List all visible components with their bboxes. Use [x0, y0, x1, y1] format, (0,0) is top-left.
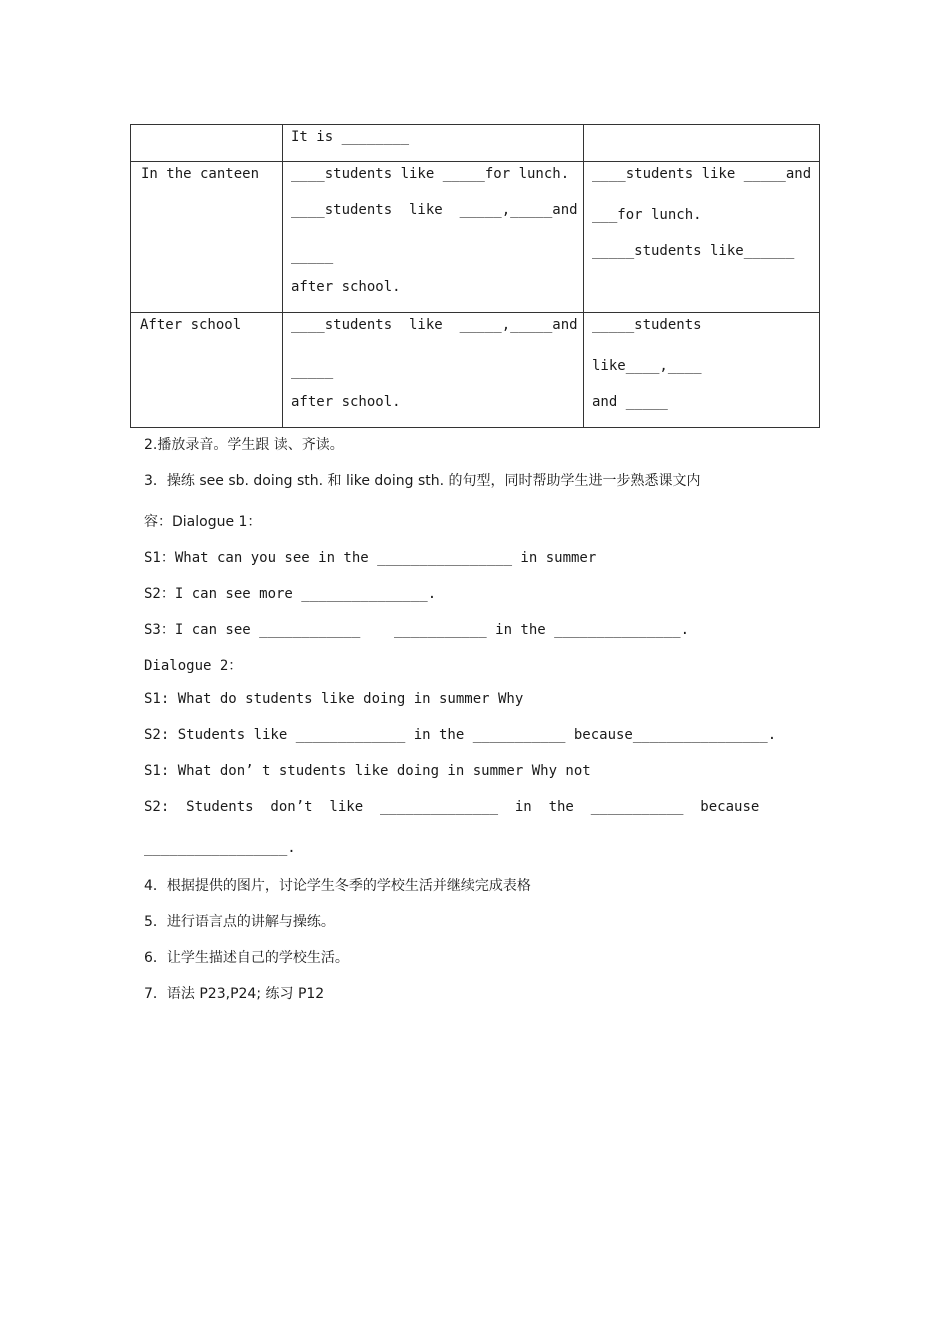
table-cell: [584, 162, 820, 313]
table-cell: [584, 125, 820, 162]
dialogue-line: S2：I can see more _______________.: [144, 586, 437, 602]
dialogue-1-heading: 容：Dialogue 1：: [144, 514, 262, 530]
table-cell: [283, 313, 584, 428]
row-label: After school: [140, 317, 242, 333]
dialogue-2-heading: Dialogue 2：: [144, 658, 243, 674]
cell-text: _____: [291, 363, 334, 379]
cell-text: _____students: [592, 317, 702, 333]
dialogue-line: S1: What don’ t students like doing in summer Why not: [144, 763, 591, 779]
cell-text: ___for lunch.: [592, 207, 702, 223]
table-cell: [283, 162, 584, 313]
cell-text: ____students like _____and: [592, 166, 812, 182]
cell-text: ____students like _____,_____and: [291, 317, 578, 333]
table-row: [131, 125, 820, 162]
cell-text: and _____: [592, 394, 668, 410]
cell-text: It is ________: [291, 129, 410, 145]
step-5: 5．进行语言点的讲解与操练。: [144, 914, 335, 930]
step-2: 2.播放录音。学生跟 读、齐读。: [144, 437, 344, 453]
dialogue-line: S3：I can see ____________ ___________ in the _______________.: [144, 622, 690, 638]
dialogue-line: S2: Students don’t like ______________ in the ___________ because: [144, 799, 760, 815]
step-3: 3．操练 see sb. doing sth. 和 like doing sth. 的句型，同时帮助学生进一步熟悉课文内: [144, 473, 701, 489]
dialogue-line: S1：What can you see in the ________________ in summer: [144, 550, 597, 566]
table-cell: [131, 162, 283, 313]
table-row: [131, 313, 820, 428]
dialogue-line: S2: Students like _____________ in the ___________ because________________.: [144, 727, 777, 743]
row-label: In the canteen: [141, 166, 260, 182]
dialogue-line: _________________.: [144, 840, 296, 856]
step-4: 4．根据提供的图片，讨论学生冬季的学校生活并继续完成表格: [144, 878, 531, 894]
table-row: [131, 162, 820, 313]
step-7: 7．语法 P23,P24; 练习 P12: [144, 986, 325, 1002]
table-cell: [131, 313, 283, 428]
cell-text: ____students like _____for lunch.: [291, 166, 570, 182]
table-cell: [131, 125, 283, 162]
step-6: 6．让学生描述自己的学校生活。: [144, 950, 349, 966]
cell-text: ____students like _____,_____and: [291, 202, 578, 218]
cell-text: like____,____: [592, 358, 702, 374]
cell-text: after school.: [291, 394, 401, 410]
table-cell: [283, 125, 584, 162]
cell-text: after school.: [291, 279, 401, 295]
cell-text: _____students like______: [592, 243, 795, 259]
dialogue-line: S1: What do students like doing in summer Why: [144, 691, 524, 707]
table-cell: [584, 313, 820, 428]
worksheet-table: [130, 124, 820, 428]
cell-text: _____: [291, 248, 334, 264]
